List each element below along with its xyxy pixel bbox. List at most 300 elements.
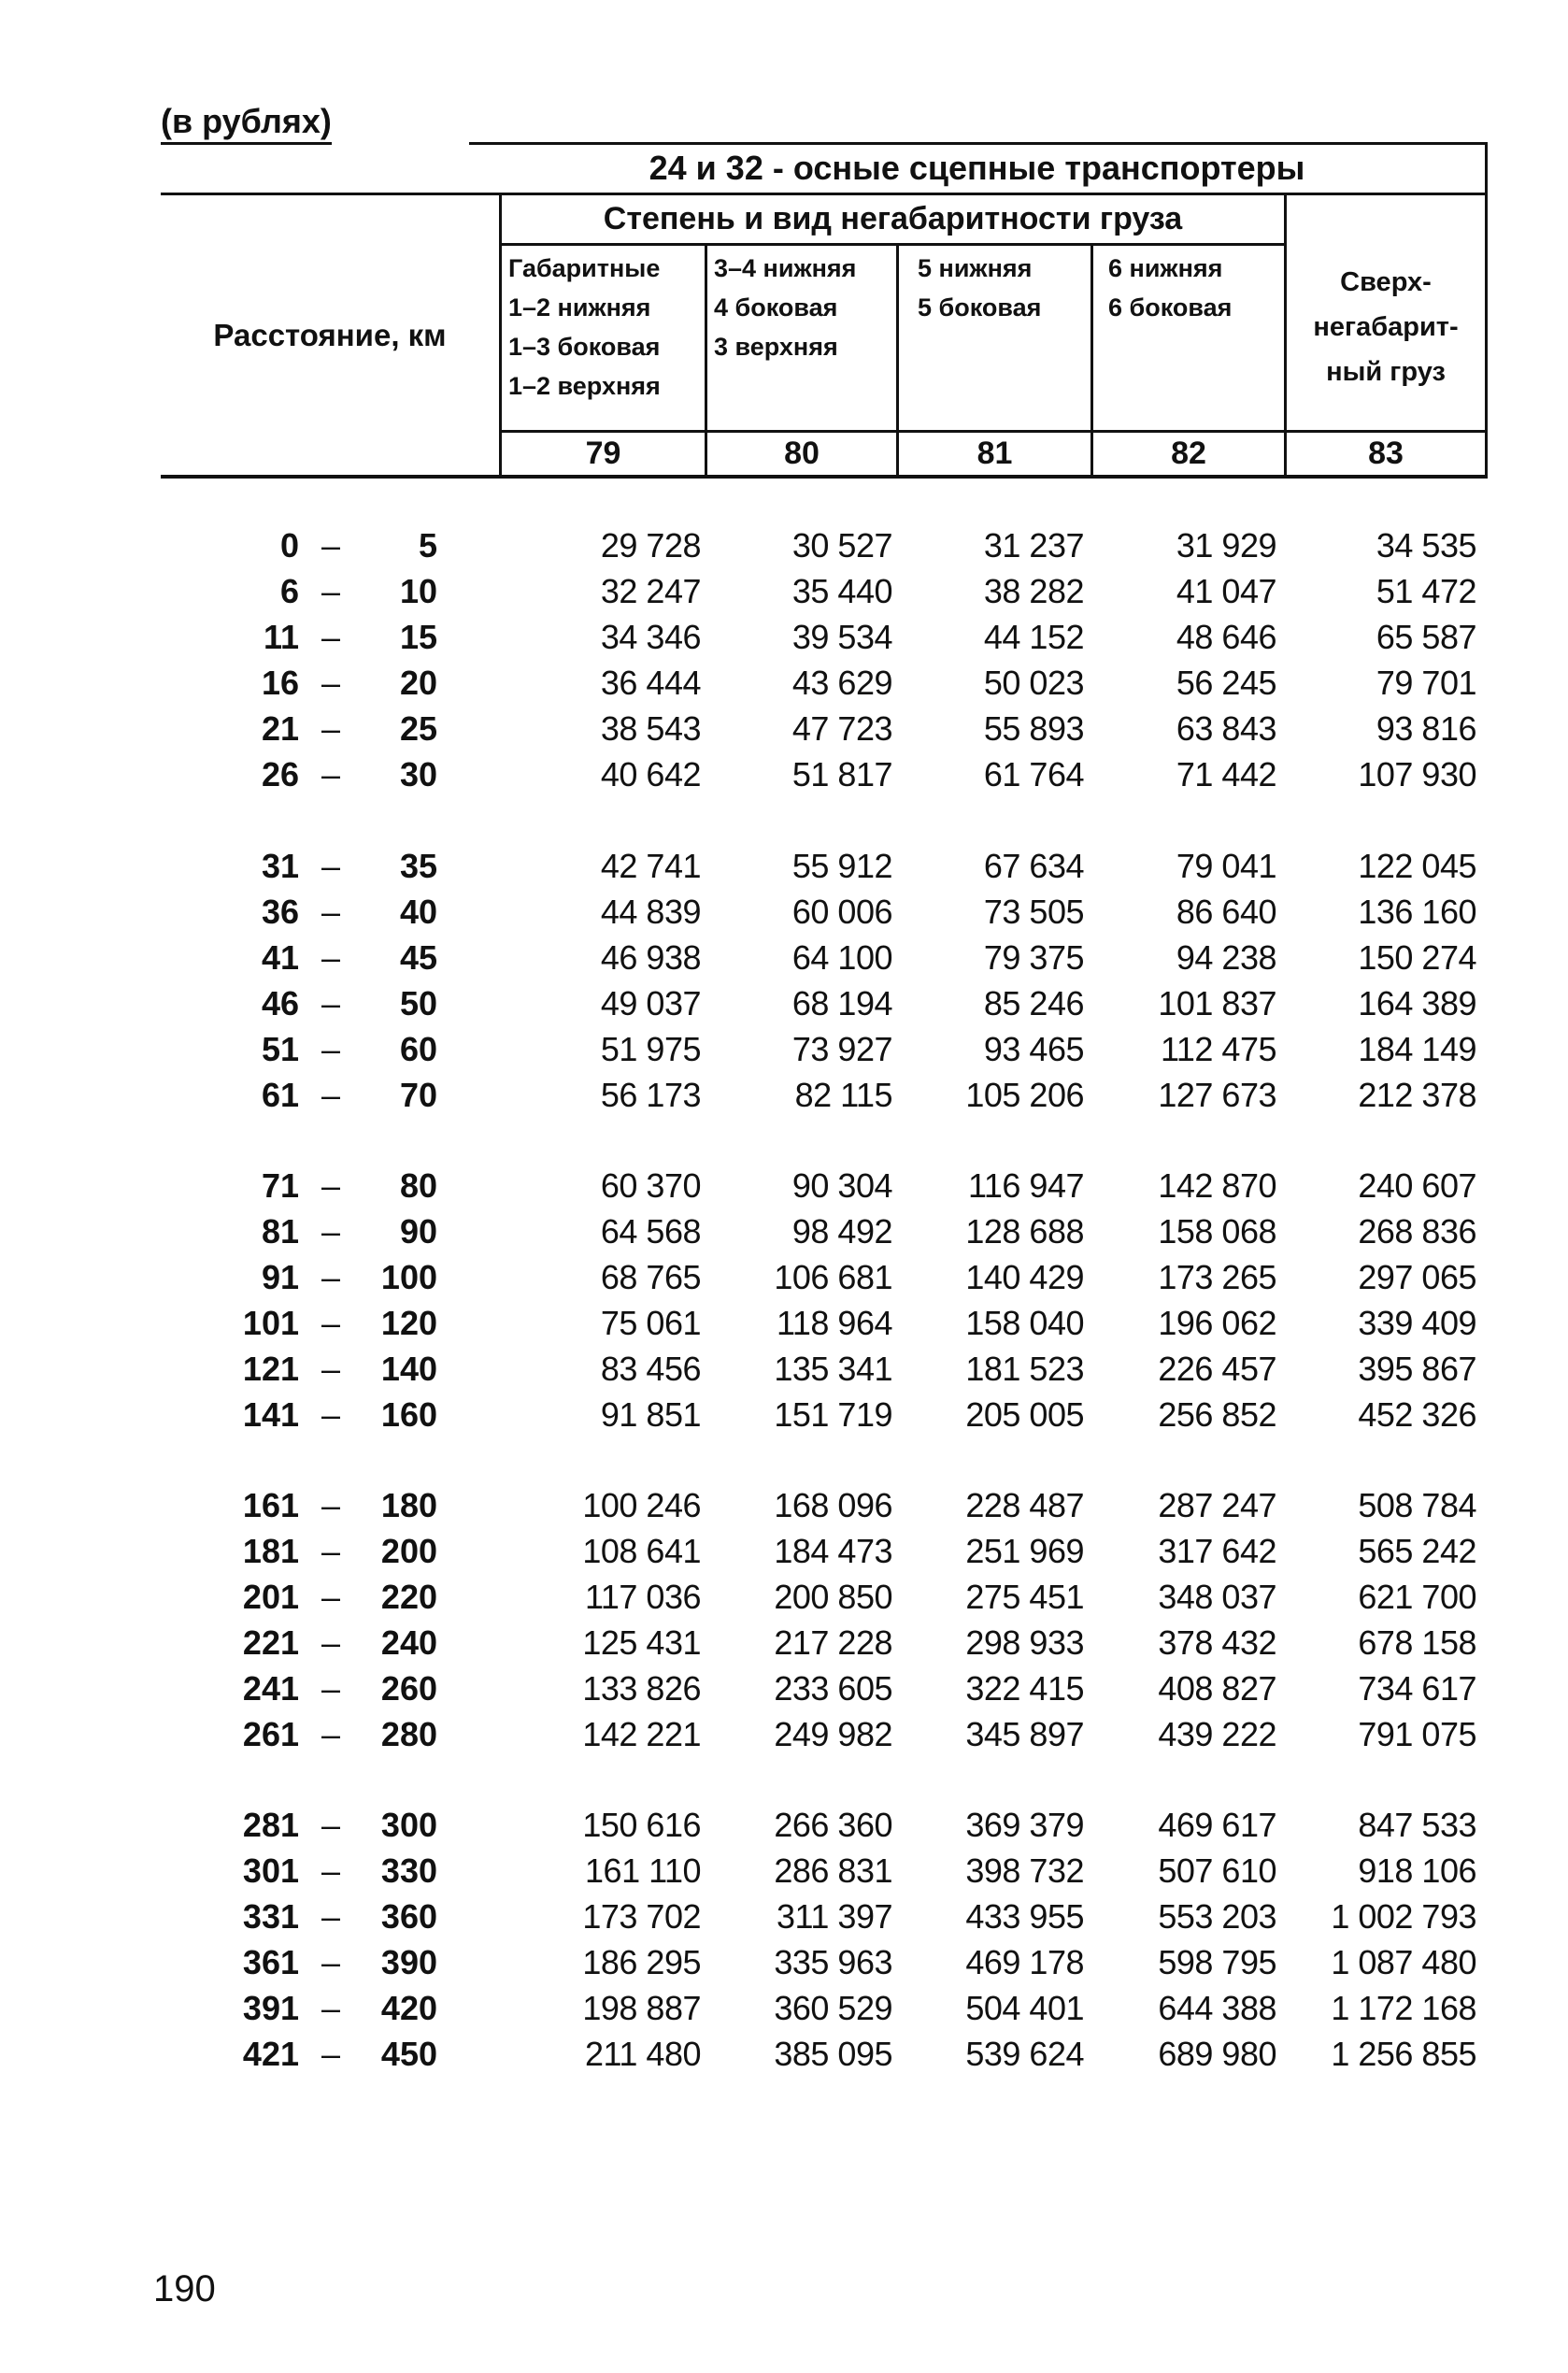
cost-value: 51 817 [791, 755, 892, 793]
cost-value: 56 245 [1176, 664, 1276, 702]
cost-value: 128 688 [965, 1212, 1084, 1251]
cost-value: 847 533 [1358, 1806, 1476, 1844]
table-row [0, 980, 1568, 1026]
distance-to: 180 [380, 1486, 437, 1524]
distance-to: 420 [380, 1989, 437, 2027]
table-row [0, 1346, 1568, 1392]
distance-header: Расстояние, км [213, 317, 447, 352]
distance-from: 31 [261, 847, 299, 885]
column-number: 80 [784, 436, 820, 471]
cost-value: 184 149 [1358, 1030, 1476, 1068]
cost-value: 98 492 [791, 1212, 892, 1251]
cost-value: 369 379 [965, 1806, 1084, 1844]
distance-from: 421 [242, 2035, 299, 2073]
column-header-81 [918, 249, 1041, 327]
cost-value: 433 955 [965, 1897, 1084, 1936]
table-row [0, 1072, 1568, 1118]
range-dash: – [321, 1897, 341, 1936]
cost-value: 108 641 [582, 1532, 701, 1570]
cost-value: 266 360 [774, 1806, 892, 1844]
distance-to: 60 [399, 1030, 437, 1068]
column-header-79 [508, 249, 661, 406]
distance-to: 70 [399, 1076, 437, 1114]
cost-value: 150 616 [582, 1806, 701, 1844]
distance-from: 21 [261, 709, 299, 748]
column-header-line: Габаритные [508, 254, 661, 282]
table-row [0, 1848, 1568, 1894]
cost-value: 44 152 [983, 618, 1084, 656]
cost-value: 71 442 [1176, 755, 1276, 793]
distance-to: 35 [399, 847, 437, 885]
cost-value: 553 203 [1158, 1897, 1276, 1936]
cost-value: 56 173 [600, 1076, 701, 1114]
range-dash: – [321, 709, 341, 748]
cost-value: 378 432 [1158, 1623, 1276, 1662]
distance-from: 71 [261, 1166, 299, 1205]
table-row [0, 1802, 1568, 1848]
range-dash: – [321, 984, 341, 1022]
range-dash: – [321, 1258, 341, 1296]
range-dash: – [321, 572, 341, 610]
cost-value: 68 765 [600, 1258, 701, 1296]
cost-value: 34 535 [1376, 526, 1476, 565]
range-dash: – [321, 526, 341, 565]
column-header-line: 1–2 верхняя [508, 372, 661, 400]
cost-value: 439 222 [1158, 1715, 1276, 1753]
column-header-80 [714, 249, 856, 366]
distance-from: 331 [242, 1897, 299, 1936]
cost-value: 173 265 [1158, 1258, 1276, 1296]
cost-value: 67 634 [983, 847, 1084, 885]
cost-value: 689 980 [1158, 2035, 1276, 2073]
distance-from: 201 [242, 1578, 299, 1616]
cost-value: 41 047 [1176, 572, 1276, 610]
cost-value: 75 061 [600, 1304, 701, 1342]
distance-from: 241 [242, 1669, 299, 1708]
distance-from: 361 [242, 1943, 299, 1981]
cost-value: 47 723 [791, 709, 892, 748]
range-dash: – [321, 1030, 341, 1068]
page-number: 190 [153, 2268, 216, 2309]
cost-value: 205 005 [965, 1395, 1084, 1434]
distance-to: 15 [399, 618, 437, 656]
range-dash: – [321, 1076, 341, 1114]
cost-value: 539 624 [965, 2035, 1084, 2073]
cost-value: 44 839 [600, 893, 701, 931]
cost-value: 32 247 [600, 572, 701, 610]
table-row [0, 1392, 1568, 1437]
distance-to: 200 [380, 1532, 437, 1570]
cost-value: 101 837 [1158, 984, 1276, 1022]
cost-value: 36 444 [600, 664, 701, 702]
column-header-line: 1–2 нижняя [508, 293, 651, 322]
cost-value: 621 700 [1358, 1578, 1476, 1616]
range-dash: – [321, 847, 341, 885]
distance-to: 260 [380, 1669, 437, 1708]
cost-value: 507 610 [1158, 1851, 1276, 1890]
cost-value: 196 062 [1158, 1304, 1276, 1342]
cost-value: 452 326 [1358, 1395, 1476, 1434]
column-header-line: 3 верхняя [714, 333, 838, 361]
distance-to: 240 [380, 1623, 437, 1662]
cost-value: 348 037 [1158, 1578, 1276, 1616]
cost-value: 339 409 [1358, 1304, 1476, 1342]
cost-value: 31 929 [1176, 526, 1276, 565]
distance-from: 81 [261, 1212, 299, 1251]
cost-value: 73 927 [791, 1030, 892, 1068]
degree-header: Степень и вид негабаритности груза [603, 201, 1183, 236]
cost-value: 345 897 [965, 1715, 1084, 1753]
table-row [0, 1528, 1568, 1574]
cost-value: 408 827 [1158, 1669, 1276, 1708]
cost-value: 46 938 [600, 938, 701, 977]
cost-value: 211 480 [585, 2035, 701, 2073]
cost-value: 251 969 [965, 1532, 1084, 1570]
cost-value: 198 887 [582, 1989, 701, 2027]
distance-from: 61 [261, 1076, 299, 1114]
cost-value: 212 378 [1358, 1076, 1476, 1114]
cost-value: 268 836 [1358, 1212, 1476, 1251]
distance-from: 281 [242, 1806, 299, 1844]
cost-value: 734 617 [1358, 1669, 1476, 1708]
cost-value: 40 642 [600, 755, 701, 793]
distance-to: 25 [399, 709, 437, 748]
range-dash: – [321, 755, 341, 793]
distance-from: 141 [242, 1395, 299, 1434]
range-dash: – [321, 1395, 341, 1434]
distance-from: 181 [242, 1532, 299, 1570]
cost-value: 64 100 [791, 938, 892, 977]
column-header-line: 4 боковая [714, 293, 838, 322]
cost-value: 55 912 [791, 847, 892, 885]
table-row [0, 1482, 1568, 1528]
distance-to: 330 [380, 1851, 437, 1890]
column-header-line: 5 боковая [918, 293, 1042, 322]
cost-value: 30 527 [791, 526, 892, 565]
column-header-line: 1–3 боковая [508, 333, 661, 361]
range-dash: – [321, 1623, 341, 1662]
distance-from: 46 [261, 984, 299, 1022]
distance-from: 16 [261, 664, 299, 702]
cost-value: 83 456 [600, 1350, 701, 1388]
distance-to: 120 [380, 1304, 437, 1342]
distance-from: 0 [279, 526, 299, 565]
cost-value: 63 843 [1176, 709, 1276, 748]
cost-value: 64 568 [600, 1212, 701, 1251]
cost-value: 136 160 [1358, 893, 1476, 931]
cost-value: 158 068 [1158, 1212, 1276, 1251]
cost-value: 42 741 [600, 847, 701, 885]
table-row [0, 568, 1568, 614]
cost-value: 49 037 [600, 984, 701, 1022]
cost-value: 116 947 [968, 1166, 1084, 1205]
column-header-line: 6 боковая [1108, 293, 1233, 322]
table-row [0, 522, 1568, 568]
distance-from: 161 [242, 1486, 299, 1524]
cost-value: 249 982 [774, 1715, 892, 1753]
cost-value: 61 764 [983, 755, 1084, 793]
table-row [0, 2031, 1568, 2077]
cost-value: 298 933 [965, 1623, 1084, 1662]
cost-value: 79 375 [983, 938, 1084, 977]
cost-value: 1 256 855 [1331, 2035, 1476, 2073]
cost-value: 161 110 [585, 1851, 701, 1890]
cost-value: 68 194 [791, 984, 892, 1022]
cost-value: 91 851 [600, 1395, 701, 1434]
cost-value: 85 246 [983, 984, 1084, 1022]
distance-to: 20 [399, 664, 437, 702]
range-dash: – [321, 1350, 341, 1388]
cost-value: 94 238 [1176, 938, 1276, 977]
cost-value: 79 041 [1176, 847, 1276, 885]
table-row [0, 1665, 1568, 1711]
cost-value: 135 341 [774, 1350, 892, 1388]
distance-to: 80 [399, 1166, 437, 1205]
cost-value: 311 397 [777, 1897, 892, 1936]
cost-value: 79 701 [1376, 664, 1476, 702]
table-row [0, 1254, 1568, 1300]
distance-to: 450 [380, 2035, 437, 2073]
column-header-83 [1287, 260, 1485, 394]
column-header-line: 3–4 нижняя [714, 254, 857, 282]
column-number: 81 [976, 436, 1013, 471]
cost-value: 1 087 480 [1331, 1943, 1476, 1981]
column-header-line: ный груз [1326, 357, 1446, 387]
distance-from: 121 [242, 1350, 299, 1388]
cost-value: 168 096 [774, 1486, 892, 1524]
cost-value: 200 850 [774, 1578, 892, 1616]
column-header-line: Сверх- [1340, 267, 1432, 297]
range-dash: – [321, 1851, 341, 1890]
range-dash: – [321, 1486, 341, 1524]
cost-value: 644 388 [1158, 1989, 1276, 2027]
cost-value: 565 242 [1358, 1532, 1476, 1570]
range-dash: – [321, 1578, 341, 1616]
cost-value: 508 784 [1358, 1486, 1476, 1524]
cost-value: 140 429 [965, 1258, 1084, 1296]
cost-value: 469 178 [965, 1943, 1084, 1981]
distance-from: 26 [261, 755, 299, 793]
distance-from: 391 [242, 1989, 299, 2027]
cost-value: 186 295 [582, 1943, 701, 1981]
cost-value: 791 075 [1358, 1715, 1476, 1753]
cost-value: 598 795 [1158, 1943, 1276, 1981]
table-row [0, 889, 1568, 935]
cost-value: 275 451 [965, 1578, 1084, 1616]
cost-value: 1 002 793 [1331, 1897, 1476, 1936]
cost-value: 127 673 [1158, 1076, 1276, 1114]
distance-to: 40 [399, 893, 437, 931]
distance-to: 390 [380, 1943, 437, 1981]
cost-value: 82 115 [794, 1076, 892, 1114]
table-row [0, 1208, 1568, 1254]
cost-value: 142 870 [1158, 1166, 1276, 1205]
cost-value: 29 728 [600, 526, 701, 565]
table-row [0, 843, 1568, 889]
cost-value: 918 106 [1358, 1851, 1476, 1890]
column-header-line: 5 нижняя [918, 254, 1033, 282]
table-row [0, 614, 1568, 660]
column-number: 83 [1368, 436, 1404, 471]
cost-value: 469 617 [1158, 1806, 1276, 1844]
range-dash: – [321, 893, 341, 931]
cost-value: 60 370 [600, 1166, 701, 1205]
cost-value: 287 247 [1158, 1486, 1276, 1524]
range-dash: – [321, 1989, 341, 2027]
cost-value: 43 629 [791, 664, 892, 702]
cost-value: 38 543 [600, 709, 701, 748]
distance-to: 30 [399, 755, 437, 793]
distance-from: 261 [242, 1715, 299, 1753]
distance-to: 10 [399, 572, 437, 610]
range-dash: – [321, 938, 341, 977]
distance-to: 280 [380, 1715, 437, 1753]
column-header-line: негабарит- [1313, 312, 1459, 342]
cost-value: 50 023 [983, 664, 1084, 702]
table-row [0, 706, 1568, 751]
cost-value: 360 529 [774, 1989, 892, 2027]
cost-value: 158 040 [965, 1304, 1084, 1342]
cost-value: 65 587 [1376, 618, 1476, 656]
range-dash: – [321, 1166, 341, 1205]
cost-value: 395 867 [1358, 1350, 1476, 1388]
distance-from: 221 [242, 1623, 299, 1662]
distance-from: 51 [261, 1030, 299, 1068]
table-row [0, 1985, 1568, 2031]
distance-to: 50 [399, 984, 437, 1022]
column-number: 79 [585, 436, 621, 471]
cost-value: 100 246 [582, 1486, 701, 1524]
cost-value: 117 036 [585, 1578, 701, 1616]
cost-value: 106 681 [774, 1258, 892, 1296]
table-row [0, 1939, 1568, 1985]
cost-value: 51 975 [600, 1030, 701, 1068]
column-header-line: 6 нижняя [1108, 254, 1223, 282]
distance-from: 91 [261, 1258, 299, 1296]
unit-note: (в рублях) [161, 101, 332, 145]
column-number: 82 [1171, 436, 1206, 471]
distance-from: 41 [261, 938, 299, 977]
table-row [0, 1574, 1568, 1620]
cost-value: 107 930 [1358, 755, 1476, 793]
cost-value: 297 065 [1358, 1258, 1476, 1296]
table-row [0, 660, 1568, 706]
distance-to: 5 [418, 526, 437, 565]
table-row [0, 935, 1568, 980]
cost-value: 39 534 [791, 618, 892, 656]
cost-value: 228 487 [965, 1486, 1084, 1524]
table-title: 24 и 32 - осные сцепные транспортеры [649, 149, 1305, 187]
distance-to: 160 [380, 1395, 437, 1434]
distance-to: 220 [380, 1578, 437, 1616]
cost-value: 317 642 [1158, 1532, 1276, 1570]
cost-value: 151 719 [774, 1395, 892, 1434]
cost-value: 34 346 [600, 618, 701, 656]
cost-value: 51 472 [1376, 572, 1476, 610]
cost-value: 86 640 [1176, 893, 1276, 931]
table-row [0, 1894, 1568, 1939]
cost-value: 217 228 [774, 1623, 892, 1662]
cost-value: 286 831 [774, 1851, 892, 1890]
cost-value: 398 732 [965, 1851, 1084, 1890]
distance-from: 6 [279, 572, 299, 610]
cost-value: 125 431 [582, 1623, 701, 1662]
cost-value: 233 605 [774, 1669, 892, 1708]
table-row [0, 1300, 1568, 1346]
range-dash: – [321, 1715, 341, 1753]
cost-value: 55 893 [983, 709, 1084, 748]
cost-value: 385 095 [774, 2035, 892, 2073]
range-dash: – [321, 1669, 341, 1708]
distance-to: 140 [380, 1350, 437, 1388]
cost-value: 112 475 [1161, 1030, 1276, 1068]
range-dash: – [321, 618, 341, 656]
cost-value: 133 826 [582, 1669, 701, 1708]
distance-to: 90 [399, 1212, 437, 1251]
distance-to: 100 [380, 1258, 437, 1296]
cost-value: 181 523 [965, 1350, 1084, 1388]
table-row [0, 1026, 1568, 1072]
cost-value: 173 702 [582, 1897, 701, 1936]
table-row [0, 751, 1568, 797]
distance-to: 300 [380, 1806, 437, 1844]
distance-from: 301 [242, 1851, 299, 1890]
table-row [0, 1163, 1568, 1208]
cost-value: 322 415 [965, 1669, 1084, 1708]
cost-value: 335 963 [774, 1943, 892, 1981]
distance-from: 36 [261, 893, 299, 931]
cost-value: 240 607 [1358, 1166, 1476, 1205]
cost-value: 256 852 [1158, 1395, 1276, 1434]
cost-value: 48 646 [1176, 618, 1276, 656]
cost-value: 90 304 [791, 1166, 892, 1205]
range-dash: – [321, 664, 341, 702]
cost-value: 60 006 [791, 893, 892, 931]
distance-to: 360 [380, 1897, 437, 1936]
cost-value: 164 389 [1358, 984, 1476, 1022]
range-dash: – [321, 1943, 341, 1981]
cost-value: 504 401 [965, 1989, 1084, 2027]
range-dash: – [321, 1532, 341, 1570]
range-dash: – [321, 1212, 341, 1251]
table-row [0, 1620, 1568, 1665]
cost-value: 226 457 [1158, 1350, 1276, 1388]
cost-value: 118 964 [777, 1304, 892, 1342]
table-header [161, 142, 1488, 479]
cost-value: 93 465 [983, 1030, 1084, 1068]
cost-value: 38 282 [983, 572, 1084, 610]
cost-value: 122 045 [1358, 847, 1476, 885]
cost-value: 73 505 [983, 893, 1084, 931]
cost-value: 184 473 [774, 1532, 892, 1570]
cost-value: 1 172 168 [1331, 1989, 1476, 2027]
distance-from: 101 [242, 1304, 299, 1342]
cost-value: 678 158 [1358, 1623, 1476, 1662]
range-dash: – [321, 2035, 341, 2073]
distance-to: 45 [399, 938, 437, 977]
range-dash: – [321, 1304, 341, 1342]
distance-from: 11 [263, 618, 299, 656]
cost-value: 31 237 [983, 526, 1084, 565]
range-dash: – [321, 1806, 341, 1844]
cost-value: 150 274 [1358, 938, 1476, 977]
cost-value: 93 816 [1376, 709, 1476, 748]
cost-value: 142 221 [582, 1715, 701, 1753]
cost-value: 35 440 [791, 572, 892, 610]
table-row [0, 1711, 1568, 1757]
column-header-82 [1108, 249, 1232, 327]
cost-value: 105 206 [965, 1076, 1084, 1114]
